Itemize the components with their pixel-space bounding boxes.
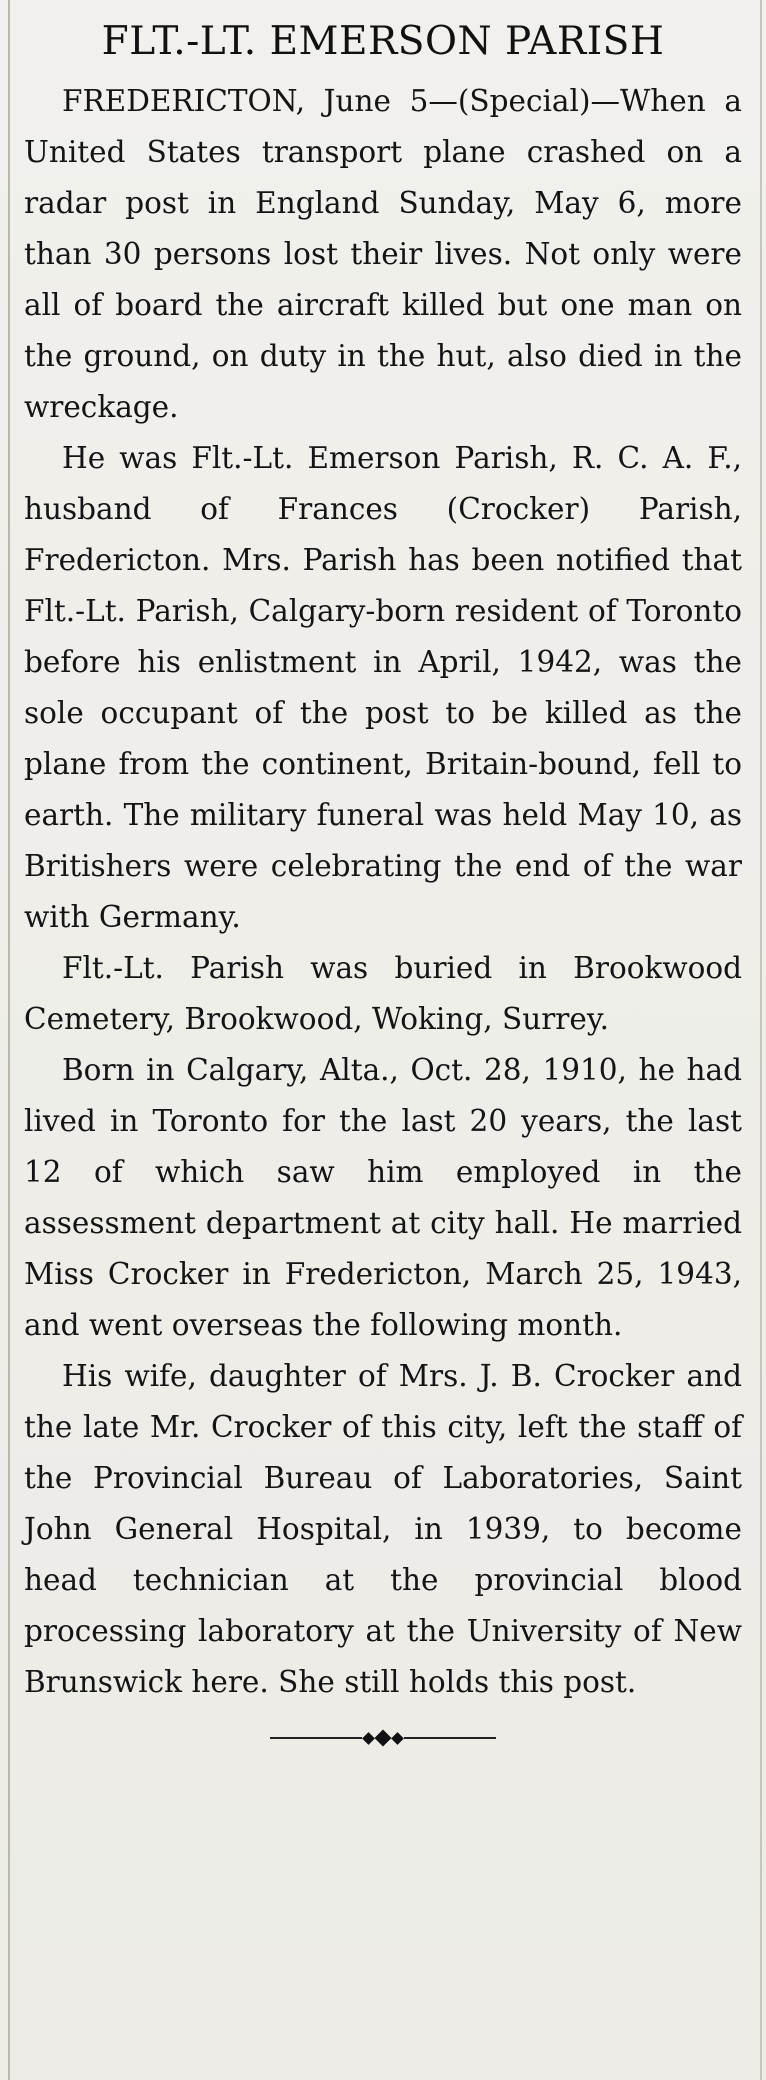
ornament-diamond-icon bbox=[362, 1732, 375, 1745]
end-ornament bbox=[24, 1728, 742, 1748]
article-paragraph-1: FREDERICTON, June 5—(Special)—When a United States transport plane crashed on a radar post in England Sunday, May 6, more than 30 persons lost their lives. Not only were all of board the aircraft killed but one man on the ground, on duty in the hut, also died in the wreckage. bbox=[24, 84, 742, 424]
article-headline: FLT.-LT. EMERSON PARISH bbox=[101, 19, 665, 64]
column-rule-right bbox=[760, 0, 762, 2080]
ornament-diamond-icon bbox=[391, 1732, 404, 1745]
ornament-line-left bbox=[270, 1737, 362, 1739]
article-paragraph-2: He was Flt.-Lt. Emerson Parish, R. C. A. F., husband of Frances (Crocker) Parish, Fredericton. Mrs. Parish has been notified that Flt.-Lt. Parish, Calgary-born resident of Toronto before his enlistment in April, 1942, was the sole occupant of the post to be killed as the plane from the continent, Britain-bound, fell to earth. The military funeral was held May 10, as Britishers were celebrating the end of the war with Germany. bbox=[24, 441, 742, 934]
article-paragraph-5: His wife, daughter of Mrs. J. B. Crocker and the late Mr. Crocker of this city, left the staff of the Provincial Bureau of Laboratories, Saint John General Hospital, in 1939, to become head technician at the provincial blood processing laboratory at the University of New Brunswick here. She still holds this post. bbox=[24, 1359, 742, 1699]
ornament-diamond-icon bbox=[375, 1730, 392, 1747]
article-paragraph-4: Born in Calgary, Alta., Oct. 28, 1910, he had lived in Toronto for the last 20 years, the last 12 of which saw him employed in the assessment department at city hall. He married Miss Crocker in Fredericton, March 25, 1943, and went overseas the following month. bbox=[24, 1053, 742, 1342]
column-rule-left bbox=[8, 0, 10, 2080]
article-paragraph-3: Flt.-Lt. Parish was buried in Brookwood Cemetery, Brookwood, Woking, Surrey. bbox=[24, 951, 742, 1036]
ornament-line-right bbox=[404, 1737, 496, 1739]
